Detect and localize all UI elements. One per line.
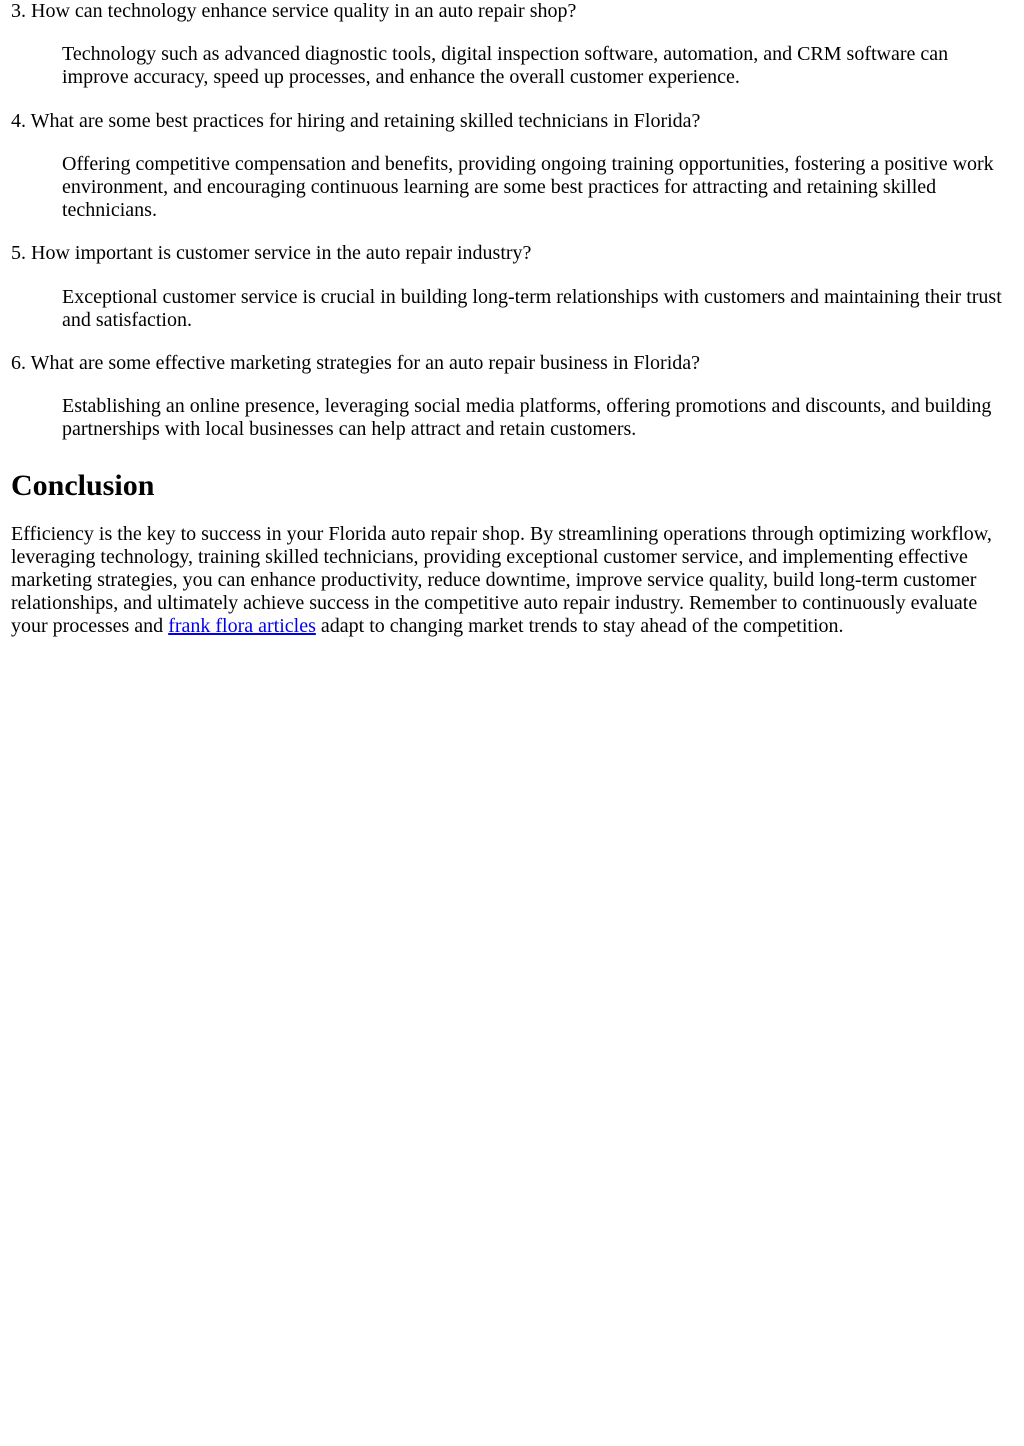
faq-question: 4. What are some best practices for hiring and retaining skilled technicians in Florida? bbox=[11, 109, 701, 132]
faq-question: 5. How important is customer service in the auto repair industry? bbox=[11, 242, 532, 265]
faq-item-6 bbox=[11, 352, 1015, 442]
frank-flora-articles-link[interactable]: frank flora articles bbox=[168, 615, 316, 638]
faq-answer: Exceptional customer service is crucial in building long-term relationships with customers and maintaining their trust and satisfaction. bbox=[62, 285, 1002, 331]
faq-answer: Technology such as advanced diagnostic tools, digital inspection software, automation, and CRM software can improve accuracy, speed up processes, and enhance the overall customer experience. bbox=[62, 43, 949, 89]
faq-item-4 bbox=[11, 110, 1015, 223]
faq-question: 6. What are some effective marketing strategies for an auto repair business in Florida? bbox=[11, 352, 701, 375]
faq-item-5 bbox=[11, 242, 1015, 332]
faq-answer: Establishing an online presence, leveraging social media platforms, offering promotions and discounts, and building partnerships with local businesses can help attract and retain customers. bbox=[62, 395, 992, 441]
faq-item-3 bbox=[11, 0, 1015, 90]
faq-question: 3. How can technology enhance service quality in an auto repair shop? bbox=[11, 0, 577, 22]
conclusion-text-before-link: Efficiency is the key to success in your Florida auto repair shop. By streamlining operations through optimizing workflow, leveraging technology, training skilled technicians, providing exceptional customer service, and implementing effective marketing strategies, you can enhance productivity, reduce downtime, improve service quality, build long-term customer relationships, and ultimately achieve success in the competitive auto repair industry. Remember to continuously evaluate your processes and bbox=[11, 522, 992, 638]
conclusion-text-after-link: adapt to changing market trends to stay ahead of the competition. bbox=[315, 615, 844, 638]
faq-answer: Offering competitive compensation and benefits, providing ongoing training opportunities, fostering a positive work environment, and encouraging continuous learning are some best practices for attracting and retaining skilled technicians. bbox=[62, 152, 994, 222]
conclusion-paragraph bbox=[11, 523, 1015, 639]
conclusion-heading: Conclusion bbox=[11, 468, 155, 502]
article-content bbox=[11, 0, 1015, 639]
